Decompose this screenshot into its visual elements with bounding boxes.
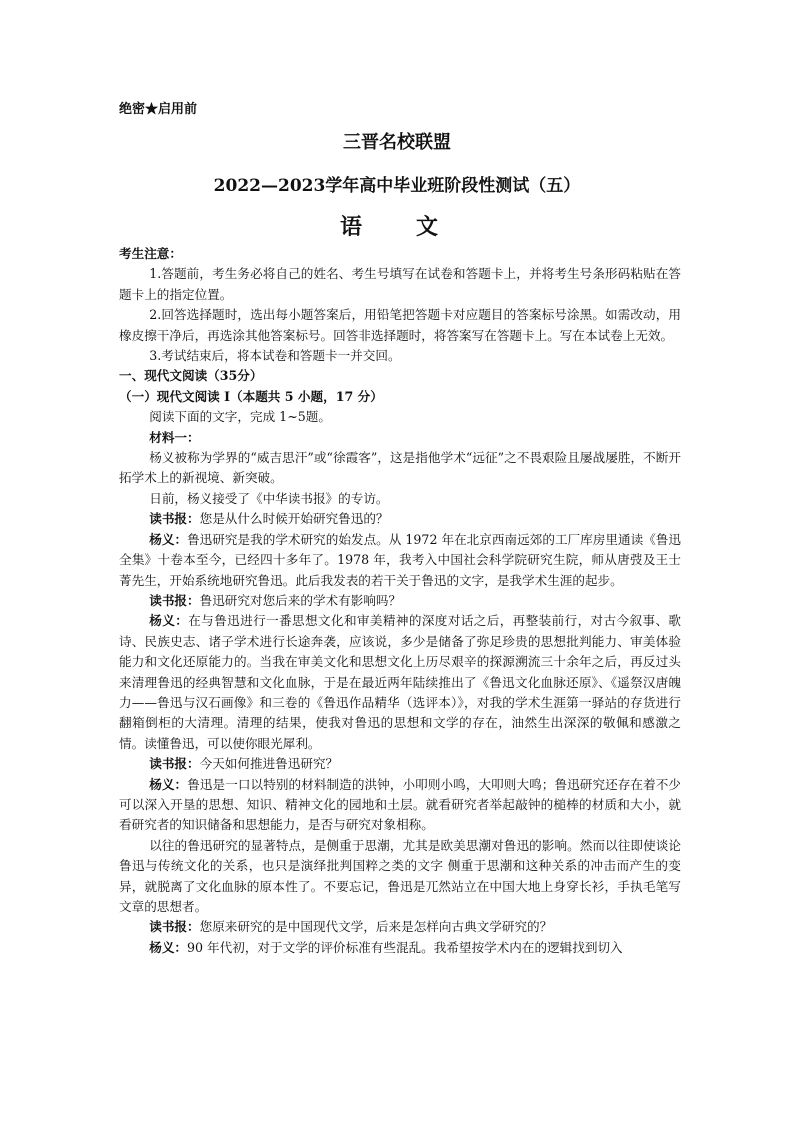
answer-speaker: 杨义：: [149, 531, 188, 547]
question-text: 今天如何推进鲁迅研究？: [199, 756, 339, 772]
interview-answer: [119, 938, 681, 958]
question-speaker: 读书报：: [149, 756, 200, 772]
question-speaker: 读书报：: [149, 919, 200, 935]
article-intro-2: 日前，杨义接受了《中华读书报》的专访。: [149, 490, 389, 506]
interview-answer: [119, 611, 681, 754]
notice-item-3: 3.考试结束后，将本试卷和答题卡一并交回。: [149, 348, 401, 364]
notice-item-2: 2.回答选择题时，选出每小题答案后，用铅笔把答题卡对应题目的答案标号涂黑。如需改动，用橡皮擦干净后，再选涂其他答案标号。回答非选择题时，将答案写在答题卡上。写在本试卷上无效。: [119, 307, 681, 343]
answer-text: 鲁迅研究是我的学术研究的始发点。从 1972 年在北京西南远郊的工厂库房里通读《鲁迅全集》十卷本至今，已经四十多年了。1978 年，我考入中国社会科学院研究生院，师从唐弢及王士菁先生，开始系统地研究鲁迅。此后我发表的若干关于鲁迅的文字，是我学术生涯的起步。: [119, 531, 681, 588]
question-text: 您原来研究的是中国现代文学，后来是怎样向古典文学研究的？: [199, 919, 553, 935]
answer-text: 90 年代初，对于文学的评价标准有些混乱。我希望按学术内在的逻辑找到切入: [187, 939, 623, 955]
confidential-mark: 绝密★启用前: [119, 102, 198, 117]
answer-text: 在与鲁迅进行一番思想文化和审美精神的深度对话之后，再整装前行，对古今叙事、歌诗、民族史志、诸子学术进行长途奔袭，应该说，多少是储备了弥足珍贵的思想批判能力、审美体验能力和文化还原能力的。当我在审美文化和思想文化上历尽艰辛的探源溯流三十余年之后，再反过头来清理鲁迅的经典智慧和文化血脉，于是在最近两年陆续推出了《鲁迅文化血脉还原》、《遥祭汉唐魄力——鲁迅与汉石画像》和三卷的《鲁迅作品精华（选评本）》，对我的学术生涯第一驿站的存货进行翻箱倒柜的大清理。清理的结果，使我对鲁迅的思想和文学的存在，油然生出深深的敬佩和感激之情。读懂鲁迅，可以使你眼光犀利。: [119, 613, 682, 751]
interview-question: [119, 754, 681, 774]
notice-item-1: 1.答题前，考生务必将自己的姓名、考生号填写在试卷和答题卡上，并将考生号条形码粘贴在答题卡上的指定位置。: [119, 266, 681, 302]
reading-instruction: 阅读下面的文字，完成 1~5题。: [149, 409, 331, 425]
answer-text: 鲁迅是一口以特别的材料制造的洪钟，小叩则小鸣，大叩则大鸣；鲁迅研究还存在着不少可以深入开垦的思想、知识、精神文化的园地和土层。就看研究者举起敲钟的槌棒的材质和大小，就看研究者的知识储备和思想能力，是否与研究对象相称。: [119, 776, 682, 833]
question-text: 鲁迅研究对您后来的学术有影响吗？: [199, 592, 402, 608]
answer-continuation: 以往的鲁迅研究的显著特点，是侧重于思潮，尤其是欧美思潮对鲁迅的影响。然而以往即使谈论鲁迅与传统文化的关系，也只是演绎批判国粹之类的文字 侧重于思潮和这种关系的冲击而产生的变异，就脱离了文化血脉的原本性了。不要忘记，鲁迅是兀然站立在中国大地上身穿长衫，手执毛笔写文章的思想者。: [119, 837, 681, 914]
question-speaker: 读书报：: [149, 511, 200, 527]
subsection-title: （一）现代文阅读 I（本题共 5 小题，17 分）: [119, 388, 383, 404]
subject-title: 语 文: [339, 214, 454, 240]
exam-title: 2022—2023学年高中毕业班阶段性测试（五）: [213, 176, 581, 196]
answer-speaker: 杨义：: [149, 776, 188, 792]
interview-answer: [119, 775, 681, 836]
material-label: 材料一：: [149, 429, 200, 445]
section-title: 一、现代文阅读（35分）: [119, 368, 263, 384]
interview-question: [119, 591, 681, 611]
exam-body: [119, 244, 681, 958]
article-intro-1: 杨义被称为学界的“威吉思汗”或“徐霞客”，这是指他学术“远征”之不畏艰险且屡战屡胜，不断开拓学术上的新视境、新突破。: [119, 450, 681, 486]
interview-answer: [119, 530, 681, 591]
answer-speaker: 杨义：: [149, 939, 188, 955]
question-text: 您是从什么时候开始研究鲁迅的？: [199, 511, 389, 527]
interview-question: [119, 509, 681, 529]
answer-speaker: 杨义：: [149, 613, 189, 629]
league-title: 三晋名校联盟: [343, 132, 451, 153]
notice-title: 考生注意：: [119, 246, 182, 261]
question-speaker: 读书报：: [149, 592, 200, 608]
interview-question: [119, 917, 681, 937]
